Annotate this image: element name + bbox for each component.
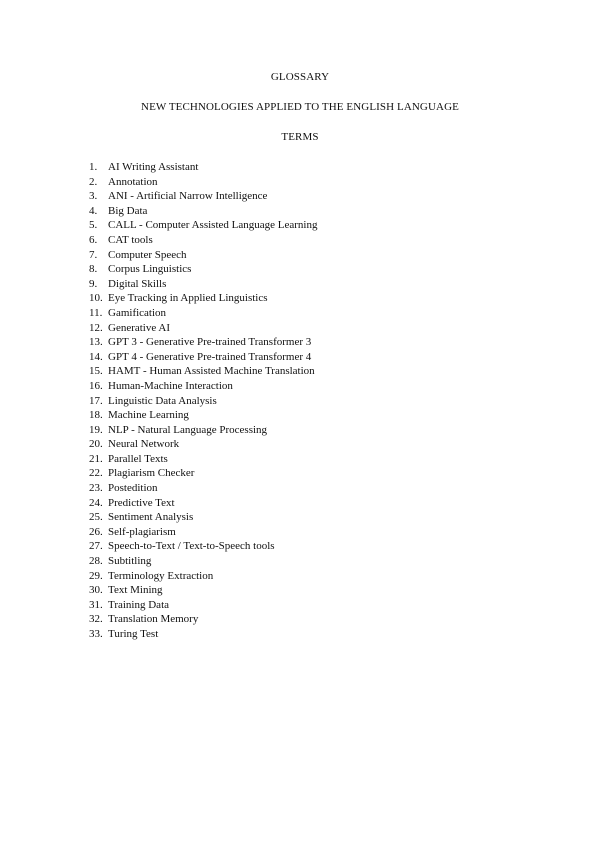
list-item (89, 583, 317, 598)
list-item (89, 496, 317, 511)
term-label: Annotation (108, 175, 158, 188)
term-number: 7. (89, 248, 98, 261)
term-number: 33. (89, 628, 103, 640)
list-item (89, 510, 317, 525)
term-number: 29. (89, 569, 103, 582)
term-label: CAT tools (108, 233, 153, 246)
list-item (89, 452, 317, 467)
list-item (89, 248, 317, 263)
list-item (89, 233, 317, 248)
term-label: Parallel Texts (108, 452, 168, 465)
term-label: Eye Tracking in Applied Linguistics (108, 292, 268, 305)
list-item (89, 175, 317, 190)
term-label: Plagiarism Checker (108, 467, 195, 480)
term-label: Terminology Extraction (108, 569, 214, 582)
list-item (89, 218, 317, 233)
term-label: NLP - Natural Language Processing (108, 423, 268, 436)
term-number: 2. (89, 175, 98, 188)
term-number: 11. (89, 306, 103, 319)
term-number: 28. (89, 555, 103, 568)
term-number: 20. (89, 438, 103, 451)
term-label: Big Data (108, 204, 148, 217)
term-label: Turing Test (108, 628, 159, 640)
term-label: Corpus Linguistics (108, 263, 192, 276)
term-label: Linguistic Data Analysis (108, 394, 217, 407)
list-item (89, 321, 317, 336)
list-item (89, 291, 317, 306)
list-item (89, 364, 317, 379)
term-label: Digital Skills (108, 277, 167, 290)
term-label: GPT 3 - Generative Pre-trained Transformer 3 (108, 336, 312, 349)
term-label: AI Writing Assistant (108, 161, 199, 173)
term-number: 27. (89, 540, 103, 553)
term-number: 13. (89, 336, 103, 349)
term-number: 6. (89, 233, 98, 246)
term-label: Computer Speech (108, 248, 187, 261)
page-subtitle: NEW TECHNOLOGIES APPLIED TO THE ENGLISH LANGUAGE (141, 101, 459, 113)
list-item (89, 466, 317, 481)
term-number: 22. (89, 467, 103, 480)
list-item (89, 262, 317, 277)
list-item (89, 569, 317, 584)
terms-list (89, 160, 317, 642)
list-item (89, 350, 317, 365)
term-label: Predictive Text (108, 496, 175, 509)
term-number: 30. (89, 584, 103, 597)
term-label: Postedition (108, 482, 158, 495)
term-label: CALL - Computer Assisted Language Learning (108, 219, 318, 232)
term-label: Sentiment Analysis (108, 511, 194, 524)
list-item (89, 379, 317, 394)
list-item (89, 394, 317, 409)
list-item (89, 437, 317, 452)
term-number: 4. (89, 204, 98, 217)
term-label: GPT 4 - Generative Pre-trained Transformer 4 (108, 350, 312, 363)
term-number: 32. (89, 613, 103, 626)
term-label: Gamification (108, 306, 167, 319)
term-number: 21. (89, 452, 103, 465)
term-label: Machine Learning (108, 409, 189, 422)
list-item (89, 408, 317, 423)
term-label: Translation Memory (108, 613, 199, 626)
term-number: 8. (89, 263, 98, 276)
list-item (89, 160, 317, 175)
list-item (89, 335, 317, 350)
list-item (89, 612, 317, 627)
term-number: 5. (89, 219, 98, 232)
term-number: 16. (89, 379, 103, 392)
term-number: 3. (89, 190, 98, 203)
section-heading: TERMS (281, 131, 319, 143)
term-label: Generative AI (108, 321, 170, 334)
term-number: 17. (89, 394, 103, 407)
page-title: GLOSSARY (270, 71, 330, 83)
list-item (89, 481, 317, 496)
term-label: ANI - Artificial Narrow Intelligence (108, 190, 268, 203)
term-number: 25. (89, 511, 103, 524)
term-number: 1. (89, 161, 98, 173)
list-item (89, 423, 317, 438)
list-item (89, 204, 317, 219)
term-number: 15. (89, 365, 103, 378)
term-label: Training Data (108, 598, 170, 611)
list-item (89, 277, 317, 292)
term-label: Text Mining (108, 584, 163, 597)
term-label: Self-plagiarism (108, 525, 176, 538)
term-label: Subtitling (108, 555, 152, 568)
term-label: Human-Machine Interaction (108, 379, 233, 392)
list-item (89, 539, 317, 554)
term-label: HAMT - Human Assisted Machine Translation (108, 365, 315, 378)
term-number: 10. (89, 292, 103, 305)
term-number: 18. (89, 409, 103, 422)
list-item (89, 189, 317, 204)
term-number: 24. (89, 496, 103, 509)
list-item (89, 598, 317, 613)
term-label: Neural Network (108, 438, 180, 451)
list-item (89, 525, 317, 540)
term-label: Speech-to-Text / Text-to-Speech tools (108, 540, 275, 553)
list-item (89, 554, 317, 569)
term-number: 31. (89, 598, 103, 611)
term-number: 9. (89, 277, 98, 290)
term-number: 14. (89, 350, 103, 363)
term-number: 23. (89, 482, 103, 495)
term-number: 19. (89, 423, 103, 436)
list-item (89, 627, 317, 642)
term-number: 26. (89, 525, 103, 538)
term-number: 12. (89, 321, 103, 334)
list-item (89, 306, 317, 321)
